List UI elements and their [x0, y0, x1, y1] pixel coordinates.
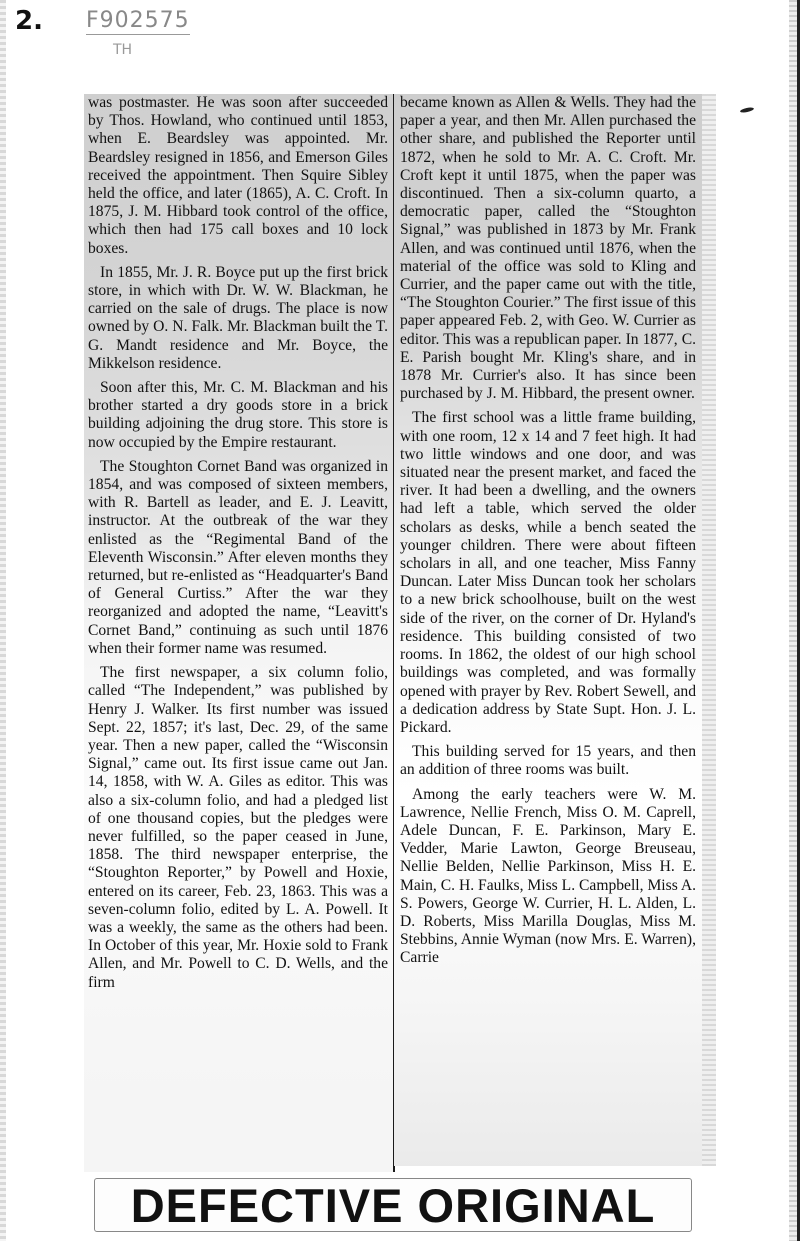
scan-edge-left — [0, 0, 6, 1241]
paragraph: In 1855, Mr. J. R. Boyce put up the first brick store, in which with Dr. W. W. Blackman, he carried on the sale of drugs. The place is now owned by O. N. Falk. Mr. Blackman built the T. G. Mandt residence and Mr. Boyce, the Mikkelson residence. — [88, 263, 388, 372]
scan-speck — [740, 107, 755, 114]
defective-original-stamp: DEFECTIVE ORIGINAL — [94, 1178, 692, 1232]
article-column-left — [84, 94, 395, 1172]
paragraph: was postmaster. He was soon after succeeded by Thos. Howland, who continued until 1853, when E. Beardsley was appointed. Mr. Beardsley resigned in 1856, and Emerson Giles received the appointment. Then Squire Sibley held the office, and later (1865), A. C. Croft. In 1875, J. M. Hibbard took control of the office, which then had 175 call boxes and 10 lock boxes. — [88, 94, 388, 257]
paragraph: became known as Allen & Wells. They had the paper a year, and then Mr. Allen purchased the other share, and published the Reporter until 1872, when he sold to Mr. A. C. Croft. Mr. Croft kept it until 1875, when the paper was discontinued. Then a six-column quarto, a democratic paper, called the “Stoughton Signal,” was published in 1873 by Mr. Frank Allen, and was continued until 1876, when the material of the office was sold to Kling and Currier, and the paper came out with the title, “The Stoughton Courier.” The first issue of this paper appeared Feb. 2, with Geo. W. Currier as editor. This was a republican paper. In 1877, C. E. Parish bought Mr. Kling's share, and in 1878 Mr. Currier's also. It has since been purchased by J. M. Hibbard, the present owner. — [400, 94, 696, 403]
paragraph: Among the early teachers were W. M. Lawrence, Nellie French, Miss O. M. Caprell, Adele Duncan, F. E. Parkinson, Mary E. Vedder, Marie Lawton, George Breuseau, Nellie Belden, Nellie Parkinson, Miss H. E. Main, C. H. Faulks, Miss L. Campbell, Miss A. S. Powers, George W. Currier, H. L. Alden, L. D. Roberts, Miss Marilla Douglas, Miss M. Stebbins, Annie Wyman (now Mrs. E. Warren), Carrie — [400, 785, 696, 967]
article-column-right — [394, 94, 702, 1166]
paragraph: Soon after this, Mr. C. M. Blackman and his brother started a dry goods store in a brick building adjoining the drug store. This store is now occupied by the Empire restaurant. — [88, 379, 388, 451]
paragraph: This building served for 15 years, and then an addition of three rooms was built. — [400, 743, 696, 779]
scan-shadow-right — [789, 0, 797, 1241]
page-number: 2. — [15, 6, 43, 36]
paragraph: The first school was a little frame building, with one room, 12 x 14 and 7 feet high. It had two little windows and one door, and was situated near the present market, and faced the river. It had been a dwelling, and the owners had left a table, which served the older scholars as desks, while a bench seated the younger children. There were about fifteen scholars in all, and one teacher, Miss Fanny Duncan. Later Miss Duncan took her scholars to a new brick schoolhouse, built on the west side of the river, on the corner of Dr. Hyland's residence. This building consisted of two rooms. In 1862, the oldest of our high school buildings was completed, and was formally opened with prayer by Rev. Robert Sewell, and a dedication address by State Supt. Hon. J. L. Pickard. — [400, 409, 696, 736]
paragraph: The Stoughton Cornet Band was organized in 1854, and was composed of sixteen members, with R. Bartell as leader, and E. J. Leavitt, instructor. At the outbreak of the war they enlisted as the “Regimental Band of the Eleventh Wisconsin.” After eleven months they returned, but re-enlisted as “Headquarter's Band of General Curtiss.” After the war they reorganized and adopted the name, “Leavitt's Cornet Band,” continuing as such until 1876 when their former name was resumed. — [88, 457, 388, 657]
paragraph: The first newspaper, a six column folio, called “The Independent,” was published by Henry J. Walker. Its first number was issued Sept. 22, 1857; it's last, Dec. 29, of the same year. Then a new paper, called the “Wisconsin Signal,” came out. Its first issue came out Jan. 14, 1858, with W. A. Giles as editor. This was also a six-column folio, and had a pledged list of one thousand copies, but the pledges were never fulfilled, so the paper ceased in June, 1858. The third newspaper enterprise, the “Stoughton Reporter,” by Powell and Hoxie, entered on its career, Feb. 23, 1863. This was a seven-column folio, edited by L. A. Powell. It was a weekly, the same as the others had been. In October of this year, Mr. Hoxie sold to Frank Allen, and Mr. Powell to C. D. Wells, and the firm — [88, 664, 388, 991]
catalog-subscript: TH — [113, 42, 133, 58]
catalog-number: F902575 — [86, 8, 190, 33]
newspaper-clipping — [84, 94, 710, 1172]
